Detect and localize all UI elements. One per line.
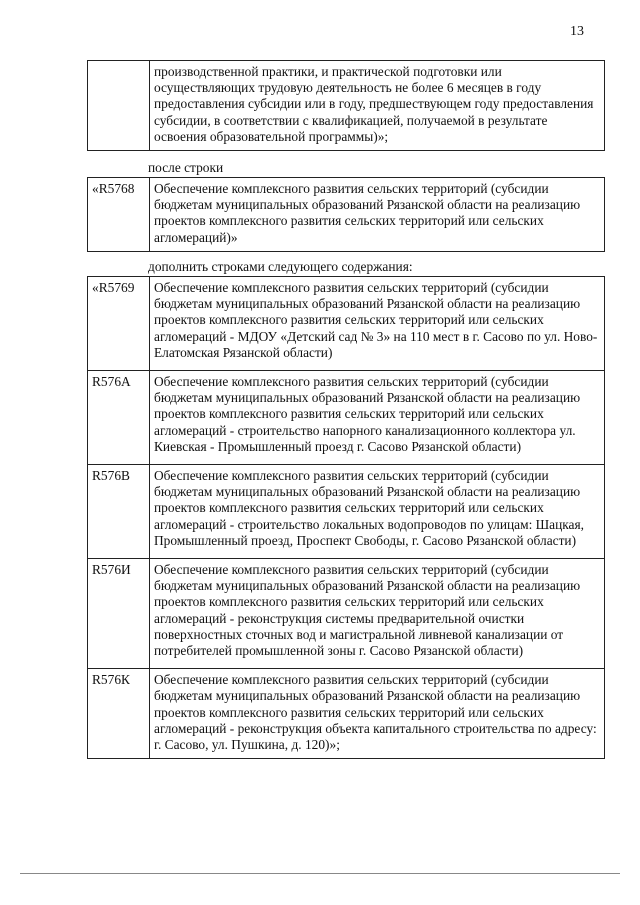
table-top (87, 60, 605, 151)
row-text: Обеспечение комплексного развития сельских территорий (субсидии бюджетам муниципальных образований Рязанской области на реализацию проектов комплексного развития сельских территорий или сельских агломераций - реконструкция системы предварительной очистки поверхностных сточных вод и магистральной ливневой канализации от потребителей промышленной зоны г. Сасово Рязанской области) (150, 559, 605, 669)
row-code: R576К (88, 669, 150, 759)
row-text: Обеспечение комплексного развития сельских территорий (субсидии бюджетам муниципальных образований Рязанской области на реализацию проектов комплексного развития сельских территорий или сельских агломераций - реконструкция объекта капитального строительства по адресу: г. Сасово, ул. Пушкина, д. 120)»; (150, 669, 605, 759)
table-row (88, 669, 605, 759)
row-code: R576А (88, 371, 150, 465)
row-code (88, 61, 150, 151)
table-row (88, 465, 605, 559)
supplement-text: дополнить строками следующего содержания: (148, 259, 413, 274)
row-text: Обеспечение комплексного развития сельских территорий (субсидии бюджетам муниципальных образований Рязанской области на реализацию проектов комплексного развития сельских территорий или сельских агломераций - МДОУ «Детский сад № 3» на 110 мест в г. Сасово по ул. Ново-Елатомская Рязанской области) (150, 277, 605, 371)
table-row (88, 559, 605, 669)
table-row (88, 61, 605, 151)
row-text: Обеспечение комплексного развития сельских территорий (субсидии бюджетам муниципальных образований Рязанской области на реализацию проектов комплексного развития сельских территорий или сельских агломераций - строительство локальных водопроводов по улицам: Шацкая, Промышленный проезд, Проспект Свободы, г. Сасово Рязанской области) (150, 465, 605, 559)
table-row (88, 371, 605, 465)
row-code: «R5769 (88, 277, 150, 371)
row-text: Обеспечение комплексного развития сельских территорий (субсидии бюджетам муниципальных образований Рязанской области на реализацию проектов комплексного развития сельских территорий или сельских агломераций)» (150, 178, 605, 252)
row-code: R576И (88, 559, 150, 669)
row-code: «R5768 (88, 178, 150, 252)
page-bottom-rule (20, 873, 620, 874)
row-text: производственной практики, и практической подготовки или осуществляющих трудовую деятельность не более 6 месяцев в году предоставления субсидии или в году, предшествующем году предоставления субсидии, в соответствии с квалификацией, получаемой в результате освоения образовательной программы)»; (150, 61, 605, 151)
page-number: 13 (570, 24, 584, 39)
row-text: Обеспечение комплексного развития сельских территорий (субсидии бюджетам муниципальных образований Рязанской области на реализацию проектов комплексного развития сельских территорий или сельских агломераций - строительство напорного канализационного коллектора ул. Киевская - Промышленный проезд г. Сасово Рязанской области) (150, 371, 605, 465)
after-row-text: после строки (148, 160, 224, 175)
table-mid (87, 177, 605, 252)
table-row (88, 277, 605, 371)
row-code: R576В (88, 465, 150, 559)
table-new-rows (87, 276, 605, 759)
table-row (88, 178, 605, 252)
